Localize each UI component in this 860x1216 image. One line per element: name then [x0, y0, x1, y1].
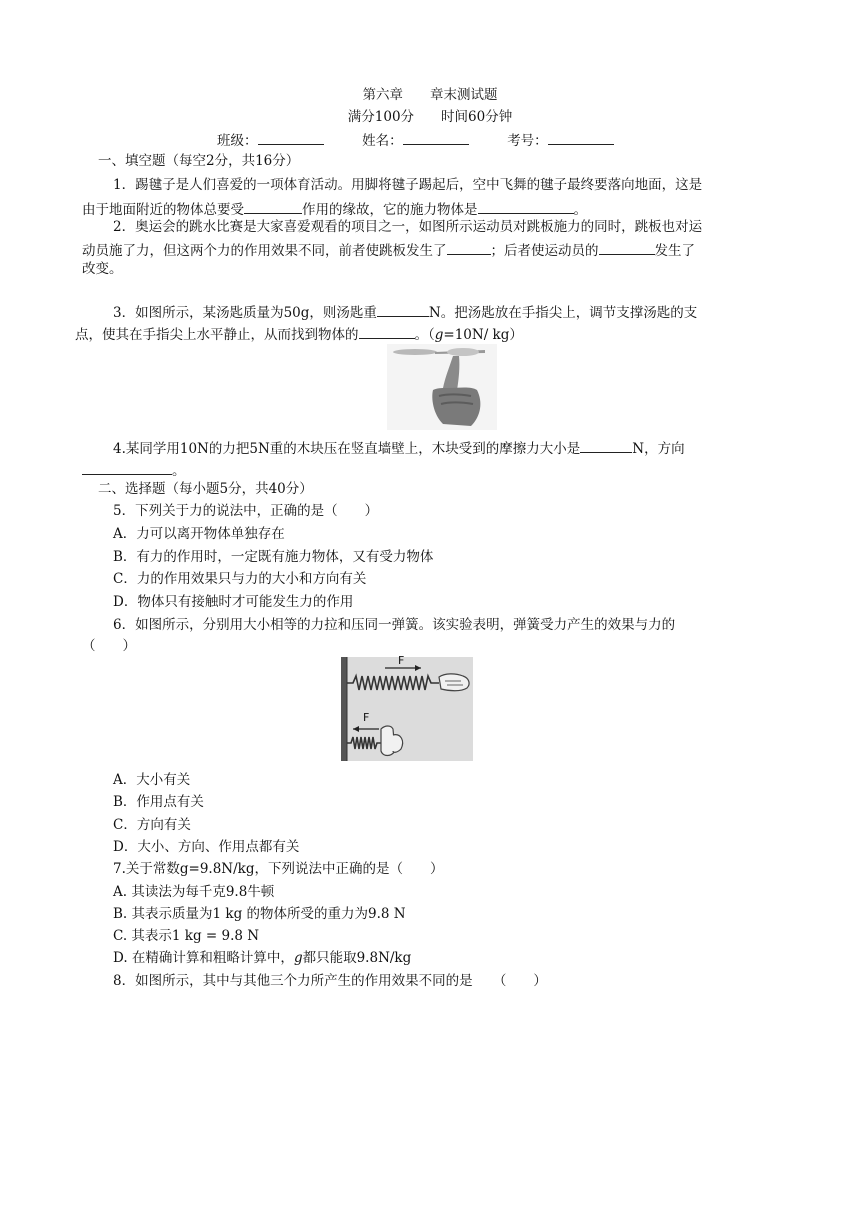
q3-text-e: =10N/ kg）	[443, 327, 523, 343]
q5-option-b[interactable]: B．有力的作用时，一定既有施力物体，又有受力物体	[113, 549, 434, 565]
q2-line2	[82, 240, 695, 260]
class-label: 班级：	[217, 133, 258, 149]
q1-line1: 1．踢毽子是人们喜爱的一项体育活动。用脚将毽子踢起后，空中飞舞的毽子最终要落向地面，这是	[113, 177, 703, 193]
q2-line1: 2．奥运会的跳水比赛是大家喜爱观看的项目之一，如图所示运动员对跳板施力的同时，跳板也对运	[113, 219, 703, 235]
page-title: 第六章 章末测试题	[362, 87, 498, 103]
q2-text-c: 发生了	[654, 243, 695, 259]
q7-option-d[interactable]	[113, 949, 411, 967]
q1-text-a: 由于地面附近的物体总要受	[82, 202, 244, 218]
q4-text-c: 。	[172, 463, 186, 479]
q2-blank-1[interactable]	[447, 240, 491, 255]
q5-option-c[interactable]: C．力的作用效果只与力的大小和方向有关	[113, 571, 367, 587]
q2-blank-2[interactable]	[599, 240, 655, 255]
number-label: 考号：	[507, 133, 548, 149]
q5-option-d[interactable]: D．物体只有接触时才可能发生力的作用	[113, 594, 354, 610]
spring-figure	[341, 654, 473, 761]
q4-line2	[82, 460, 186, 480]
q1-text-c: 。	[573, 202, 587, 218]
q3-text-c: 点，使其在手指尖上水平静止，从而找到物体的	[75, 327, 359, 343]
spoon-on-finger-figure	[387, 344, 497, 430]
page-subtitle: 满分100分 时间60分钟	[347, 109, 513, 125]
q3-text-d: 。（	[414, 327, 435, 343]
section2-heading: 二、选择题（每小题5分，共40分）	[98, 481, 313, 497]
q4-line1	[113, 438, 685, 458]
q1-line2	[82, 199, 587, 219]
q3-text-a: 3．如图所示，某汤匙质量为50g，则汤匙重	[113, 305, 377, 321]
q3-blank-1[interactable]	[377, 302, 429, 317]
spoon-finger-illustration	[387, 344, 497, 430]
q7-option-c[interactable]: C. 其表示1 kg = 9.8 N	[113, 928, 260, 944]
q1-blank-2[interactable]	[478, 199, 574, 214]
q7-option-b[interactable]: B. 其表示质量为1 kg 的物体所受的重力为9.8 N	[113, 906, 406, 922]
q2-text-b: ；后者使运动员的	[490, 243, 599, 259]
spring-illustration	[341, 657, 473, 761]
q1-text-b: 作用的缘故，它的施力物体是	[302, 202, 478, 218]
q6-option-b[interactable]: B．作用点有关	[113, 794, 204, 810]
name-blank[interactable]	[403, 130, 469, 145]
q3-line2	[75, 324, 523, 344]
q3-text-b: N。把汤匙放在手指尖上，调节支撑汤匙的支	[428, 305, 698, 321]
q6-option-c[interactable]: C．方向有关	[113, 817, 191, 833]
q2-text-a: 动员施了力，但这两个力的作用效果不同，前者使跳板发生了	[82, 243, 447, 259]
q6-option-a[interactable]: A．大小有关	[113, 772, 191, 788]
q4-blank-1[interactable]	[580, 438, 632, 453]
q5-stem: 5．下列关于力的说法中，正确的是（ ）	[113, 503, 379, 519]
q3-g-symbol: g	[434, 327, 444, 343]
q7-stem: 7.关于常数g=9.8N/kg，下列说法中正确的是（ ）	[113, 861, 444, 877]
q3-blank-2[interactable]	[359, 324, 415, 339]
q4-text-a: 4.某同学用10N的力把5N重的木块压在竖直墙壁上，木块受到的摩擦力大小是	[113, 441, 581, 457]
figure-label-f-top: F	[398, 654, 405, 667]
q6-option-d[interactable]: D．大小、方向、作用点都有关	[113, 839, 300, 855]
q7-option-a[interactable]: A. 其读法为每千克9.8牛顿	[113, 884, 275, 900]
name-label: 姓名：	[362, 133, 403, 149]
q1-blank-1[interactable]	[244, 199, 302, 214]
class-blank[interactable]	[258, 130, 324, 145]
figure-label-f-bottom: F	[363, 711, 370, 724]
q5-option-a[interactable]: A．力可以离开物体单独存在	[113, 526, 285, 542]
student-info-line	[217, 130, 614, 150]
q6-stem-bracket: （ ）	[82, 638, 136, 654]
q7-option-d-text-b: 都只能取9.8N/kg	[302, 950, 412, 966]
q4-text-b: N，方向	[632, 441, 685, 457]
q6-stem: 6．如图所示，分别用大小相等的力拉和压同一弹簧。该实验表明，弹簧受力产生的效果与力的	[113, 617, 676, 633]
number-blank[interactable]	[548, 130, 614, 145]
q2-line3: 改变。	[82, 261, 123, 277]
q7-option-d-text-a: D. 在精确计算和粗略计算中，	[113, 950, 294, 966]
q8-stem: 8．如图所示，其中与其他三个力所产生的作用效果不同的是 （ ）	[113, 973, 547, 989]
q4-blank-2[interactable]	[82, 460, 172, 475]
q7-option-d-g: g	[293, 950, 303, 966]
q3-line1	[113, 302, 697, 322]
section1-heading: 一、填空题（每空2分，共16分）	[98, 153, 300, 169]
